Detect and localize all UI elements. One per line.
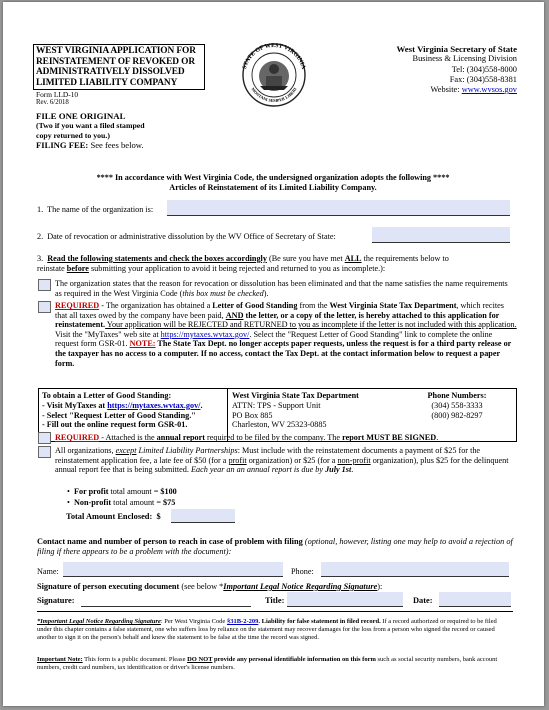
r1-b: Letter of Good Standing bbox=[212, 301, 298, 310]
q2-label: Date of revocation or administrative dissolution by the WV Office of Secretary of State: bbox=[47, 232, 336, 241]
title-field[interactable] bbox=[287, 592, 403, 607]
title-label: Title: bbox=[265, 596, 285, 605]
fee-nonprofit bbox=[67, 497, 177, 508]
form-number: Form LLD-10 bbox=[36, 90, 79, 99]
r2-a: - Attached is the bbox=[99, 433, 157, 442]
seal-bottom-text: MONTANI SEMPER LIBERI bbox=[250, 86, 298, 104]
r1-f: the letter, or a copy of the letter, is hereby attached to this application for reinstatement. bbox=[55, 310, 500, 330]
mytaxes-link-1[interactable]: https://mytaxes.wvtax.gov/ bbox=[160, 329, 250, 339]
q2-number: 2. bbox=[37, 232, 44, 241]
fee-payment-text bbox=[55, 446, 515, 475]
important-note-title: Important Note: bbox=[37, 656, 83, 663]
filing-fee-label: FILING FEE: bbox=[36, 140, 89, 151]
form-revision: Rev. 6/2018 bbox=[36, 99, 69, 106]
r1-g: Your application will be REJECTED and RETURNED to you as incomplete if the letter is not included with this application. bbox=[105, 320, 517, 330]
name-requirements-checkbox[interactable] bbox=[38, 279, 51, 291]
website-link[interactable]: www.wvsos.gov bbox=[461, 85, 517, 95]
fee-list bbox=[67, 486, 177, 508]
q1-number: 1. bbox=[37, 205, 44, 214]
fee-forprofit bbox=[67, 486, 177, 497]
q3-heading-text-2: the requirements below to bbox=[363, 254, 449, 263]
bullet-1: • bbox=[67, 487, 70, 496]
office-division: Business & Licensing Division bbox=[412, 54, 517, 64]
revocation-date-field[interactable] bbox=[372, 227, 510, 243]
document-page bbox=[3, 2, 544, 706]
intro bbox=[33, 173, 513, 193]
office-tel: Tel: (304)558-8000 bbox=[451, 64, 517, 74]
required-label-2: REQUIRED bbox=[55, 433, 100, 442]
file-original: FILE ONE ORIGINAL bbox=[36, 111, 126, 121]
q3-heading-text-4: submitting your application to avoid it being rejected and returned to you as incomplete.): bbox=[90, 263, 386, 273]
c3-a: All organizations, bbox=[55, 446, 116, 455]
form-title-line-1: WEST VIRGINIA APPLICATION FOR bbox=[36, 46, 196, 56]
c3-f: Each year an an annual report is due by bbox=[190, 465, 326, 475]
r1-h: Visit the "MyTaxes" web site at bbox=[55, 329, 161, 339]
r1-and: AND bbox=[225, 310, 244, 320]
q3-heading-before: before bbox=[66, 263, 89, 273]
c3-g: July 1st bbox=[325, 465, 352, 475]
divider bbox=[37, 611, 513, 612]
legal-notice-a: : Per West Virginia Code bbox=[160, 618, 227, 625]
q3-heading-all: ALL bbox=[344, 254, 362, 263]
date-field[interactable] bbox=[439, 592, 511, 607]
fee-payment-checkbox[interactable] bbox=[38, 446, 51, 458]
intro-line-2: Articles of Reinstatement of its Limited Liability Company. bbox=[169, 183, 377, 192]
legal-notice-c: If a record authorized or required to be filed under this chapter contains a false statement, one who suffers loss by reliance on the statement may recover damages for the loss from a person who signed the record or caused another to sign it on the person's behalf and knew the statement to be false at the time the record was signed. bbox=[37, 618, 497, 642]
phone-1: (304) 558-3333 bbox=[431, 400, 483, 410]
form-title-line-2: REINSTATEMENT OF REVOKED OR bbox=[36, 56, 196, 67]
signature-field[interactable] bbox=[81, 592, 251, 607]
r2-d: report MUST BE SIGNED bbox=[342, 433, 437, 442]
contact-name-label: Name: bbox=[37, 567, 59, 576]
signature-heading-text: (see below * bbox=[179, 582, 224, 591]
gs-step-3: - Fill out the online request form GSR-01. bbox=[42, 420, 188, 430]
r1-e: , which recites that all taxes owed by the company have been paid, bbox=[55, 301, 504, 320]
total-dollar-sign: $ bbox=[156, 512, 161, 521]
bullet-2: • bbox=[67, 498, 70, 507]
q3-heading-bold: Read the following statements and check the boxes accordingly bbox=[47, 254, 267, 263]
important-note-donot: DO NOT bbox=[187, 656, 213, 663]
date-label: Date: bbox=[413, 596, 433, 605]
gs-step-1: - Visit MyTaxes at bbox=[42, 400, 108, 410]
signature-heading-end: ): bbox=[377, 582, 383, 591]
c3-d: organization) or $25 (for a bbox=[246, 455, 338, 465]
form-title-box bbox=[33, 44, 205, 90]
q3-heading-text-3: reinstate bbox=[37, 263, 65, 273]
signature-heading bbox=[37, 582, 517, 592]
intro-line-1: **** In accordance with West Virginia Code, the undersigned organization adopts the following **** bbox=[96, 173, 450, 182]
c3-except: except bbox=[115, 446, 137, 455]
tax-dept-city: Charleston, WV 25323-0885 bbox=[232, 420, 327, 430]
office-info bbox=[396, 44, 517, 95]
form-title-line-4: LIMITED LIABILITY COMPANY bbox=[36, 77, 178, 88]
contact-heading bbox=[37, 537, 517, 557]
legal-notice bbox=[37, 618, 513, 642]
office-fax: Fax: (304)558-8381 bbox=[449, 74, 517, 84]
office-name: West Virginia Secretary of State bbox=[396, 44, 517, 54]
state-seal-icon bbox=[232, 42, 316, 108]
c1-emphasis: this box must be checked bbox=[182, 288, 264, 298]
nonprofit-label: Non-profit bbox=[73, 498, 112, 507]
copy-note-2: copy returned to you.) bbox=[36, 130, 110, 140]
forprofit-label: For profit bbox=[73, 487, 109, 496]
r1-j: The State Tax Dept. no longer accepts paper requests, unless the request is for a third party release or the taxpayer has no access to a computer. If no access, contact the Tax Dept. at the contact information below to request a paper form. bbox=[55, 339, 512, 368]
r1-i: . Select the "Request Letter of Good Standing" link to complete the online request form GSR-01. bbox=[55, 329, 493, 349]
signature-label: Signature: bbox=[37, 596, 75, 605]
tax-dept-title: West Virginia State Tax Department bbox=[232, 391, 359, 400]
nonprofit-text: total amount = bbox=[113, 498, 164, 507]
r1-note: NOTE: bbox=[129, 339, 156, 349]
c3-profit: profit bbox=[228, 455, 247, 465]
contact-heading-bold: Contact name and number of person to reach in case of problem with filing bbox=[37, 537, 303, 546]
c3-h: . bbox=[351, 465, 354, 475]
legal-notice-b: . Liability for false statement in filed record. bbox=[258, 618, 381, 625]
annual-report-checkbox[interactable] bbox=[38, 432, 51, 444]
filing-info bbox=[36, 112, 145, 151]
seal-top-text: STATE OF WEST VIRGINIA bbox=[241, 42, 307, 70]
total-amount-field[interactable] bbox=[171, 509, 235, 523]
forprofit-text: total amount = bbox=[110, 487, 161, 496]
good-standing-text bbox=[55, 301, 517, 368]
r2-b: annual report bbox=[156, 433, 205, 442]
c3-b: Limited Liability Partnerships bbox=[138, 446, 238, 455]
contact-phone-label: Phone: bbox=[291, 567, 314, 576]
c1-end: ). bbox=[263, 288, 269, 298]
q3-heading-text-1: (Be sure you have met bbox=[268, 254, 343, 263]
gs-title: To obtain a Letter of Good Standing: bbox=[42, 391, 172, 400]
website-label: Website: bbox=[430, 85, 460, 95]
c3-nonprofit: non-profit bbox=[337, 455, 371, 465]
c1-text: The organization states that the reason for revocation or dissolution has been eliminated and that the name satisfies the name requirements as required in the West Virginia Code ( bbox=[55, 279, 508, 298]
phones-title: Phone Numbers: bbox=[427, 391, 487, 400]
contact-heading-note: (optional, however, listing one may help to avoid a rejection of filing if there appears to be a problem with the document): bbox=[37, 537, 513, 557]
contact-name-field[interactable] bbox=[63, 562, 283, 577]
signature-heading-link: Important Legal Notice Regarding Signature bbox=[223, 582, 378, 591]
r1-c: from the bbox=[297, 301, 330, 310]
tax-dept-box: PO Box 885 bbox=[232, 410, 273, 420]
form-title-line-3: ADMINISTRATIVELY DISSOLVED bbox=[36, 67, 185, 78]
phone-2: (800) 982-8297 bbox=[431, 410, 483, 420]
mytaxes-link-2[interactable]: https://mytaxes.wvtax.gov/ bbox=[107, 400, 201, 410]
filing-fee-text: See fees below. bbox=[90, 140, 144, 151]
name-requirements-text bbox=[55, 279, 515, 298]
r2-c: required to be filed by the company. The bbox=[204, 433, 343, 442]
c3-e: organization), plus $25 for the delinquent annual report fee that is being submitted. bbox=[55, 455, 509, 475]
q3-heading bbox=[37, 254, 515, 273]
important-note-b: provide any personal identifiable information on this form bbox=[212, 656, 376, 663]
signature-heading-bold: Signature of person executing document bbox=[37, 582, 180, 591]
good-standing-checkbox[interactable] bbox=[38, 301, 51, 313]
gs-step-2: - Select "Request Letter of Good Standing." bbox=[42, 410, 196, 420]
required-label-1: REQUIRED bbox=[55, 301, 100, 310]
r1-d: West Virginia State Tax Department bbox=[329, 301, 457, 310]
r2-e: . bbox=[436, 433, 439, 442]
copy-note-1: (Two if you want a filed stamped bbox=[36, 121, 145, 131]
forprofit-amount: $100 bbox=[160, 487, 177, 496]
contact-phone-field[interactable] bbox=[321, 562, 509, 577]
important-note bbox=[37, 656, 513, 672]
q3-number: 3. bbox=[37, 254, 44, 263]
gs-step-1-end: . bbox=[200, 400, 203, 410]
important-note-a: This form is a public document. Please bbox=[82, 656, 188, 663]
c3-c: : Must include with the reinstatement documents a payment of $25 for the reinstatement application fee, a late fee of $50 (for a bbox=[55, 446, 481, 465]
organization-name-field[interactable] bbox=[167, 200, 510, 216]
legal-notice-title: *Important Legal Notice Regarding Signature bbox=[37, 618, 161, 625]
annual-report-text bbox=[55, 433, 515, 443]
tax-dept-attn: ATTN: TPS - Support Unit bbox=[232, 400, 321, 410]
total-label: Total Amount Enclosed: bbox=[66, 512, 153, 521]
q1-label: The name of the organization is: bbox=[47, 205, 154, 214]
r1-a: - The organization has obtained a bbox=[99, 301, 213, 310]
legal-code-link[interactable]: §31B-2-209 bbox=[226, 618, 259, 625]
important-note-c: such as social security numbers, bank account numbers, credit card numbers, tax identification or driver's license numbers. bbox=[37, 656, 498, 672]
nonprofit-amount: $75 bbox=[163, 498, 176, 507]
